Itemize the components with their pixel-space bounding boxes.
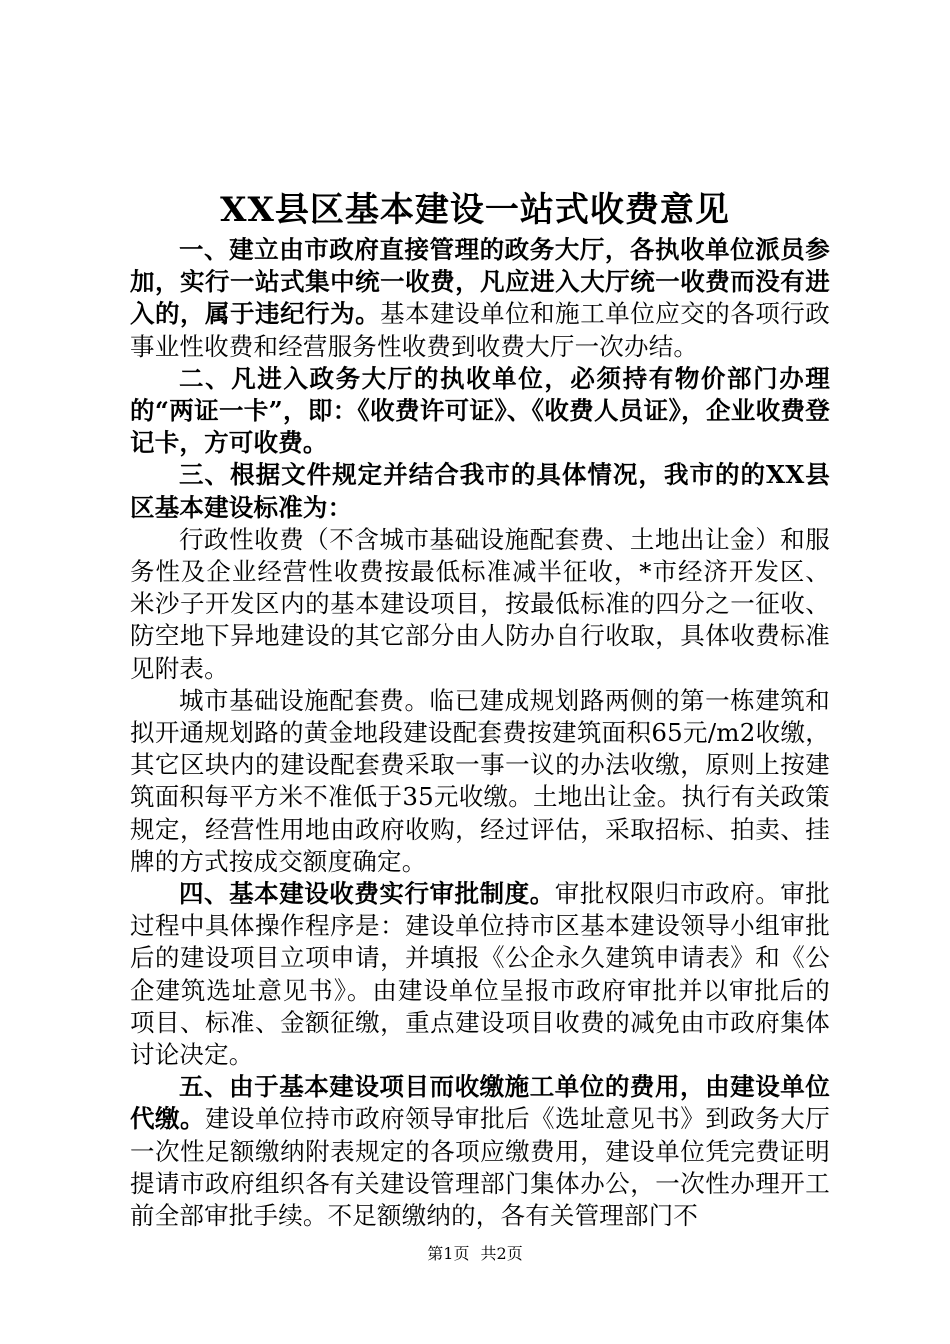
paragraph-4 — [130, 524, 830, 685]
paragraph-7-text: 建设单位持市政府领导审批后《选址意见书》到政务大厅一次性足额缴纳附表规定的各项应缴费用，建设单位凭完费证明提请市政府组织各有关建设管理部门集体办公，一次性办理开工前全部审批手续。不足额缴纳的，各有关管理部门不 — [130, 1104, 831, 1231]
document-title: XX县区基本建设一站式收费意见 — [220, 190, 730, 230]
page-total: 共2页 — [480, 1244, 523, 1263]
paragraph-1 — [130, 234, 830, 363]
page-number: 第1页 — [427, 1244, 470, 1263]
paragraph-7-bold: 五、由于基本建设项目而收缴施工单位的费用，由建设单位代缴。 — [130, 1072, 830, 1134]
paragraph-3 — [130, 459, 830, 523]
paragraph-6-bold: 四、基本建设收费实行审批制度。 — [179, 879, 555, 909]
paragraph-2 — [130, 363, 830, 460]
paragraph-1-bold: 一、建立由市政府直接管理的政务大厅，各执收单位派员参加，实行一站式集中统一收费，凡应进入大厅统一收费而没有进入的，属于违纪行为。 — [130, 235, 830, 329]
document-body — [130, 234, 830, 1232]
paragraph-3-bold: 三、根据文件规定并结合我市的具体情况，我市的的XX县区基本建设标准为： — [130, 460, 830, 522]
paragraph-5-text: 城市基础设施配套费。临已建成规划路两侧的第一栋建筑和拟开通规划路的黄金地段建设配套费按建筑面积65元/m2收缴，其它区块内的建设配套费采取一事一议的办法收缴，原则上按建筑面积每平方米不准低于35元收缴。土地出让金。执行有关政策规定，经营性用地由政府收购，经过评估，采取招标、拍卖、挂牌的方式按成交额度确定。 — [130, 685, 830, 876]
paragraph-7 — [130, 1071, 830, 1232]
paragraph-2-bold: 二、凡进入政务大厅的执收单位，必须持有物价部门办理的“两证一卡”，即：《收费许可证》、《收费人员证》，企业收费登记卡，方可收费。 — [130, 363, 830, 458]
paragraph-6 — [130, 878, 830, 1071]
page-footer — [0, 1244, 950, 1264]
paragraph-6-text: 审批权限归市政府。审批过程中具体操作程序是：建设单位持市区基本建设领导小组审批后的建设项目立项申请，并填报《公企永久建筑申请表》和《公企建筑选址意见书》。由建设单位呈报市政府审批并以审批后的项目、标准、金额征缴，重点建设项目收费的减免由市政府集体讨论决定。 — [130, 879, 830, 1070]
paragraph-1-text: 基本建设单位和施工单位应交的各项行政事业性收费和经营服务性收费到收费大厅一次办结。 — [130, 299, 830, 361]
paragraph-4-text: 行政性收费（不含城市基础设施配套费、土地出让金）和服务性及企业经营性收费按最低标准减半征收，*市经济开发区、米沙子开发区内的基本建设项目，按最低标准的四分之一征收、防空地下异地建设的其它部分由人防办自行收取，具体收费标准见附表。 — [130, 524, 830, 683]
paragraph-5 — [130, 685, 830, 878]
